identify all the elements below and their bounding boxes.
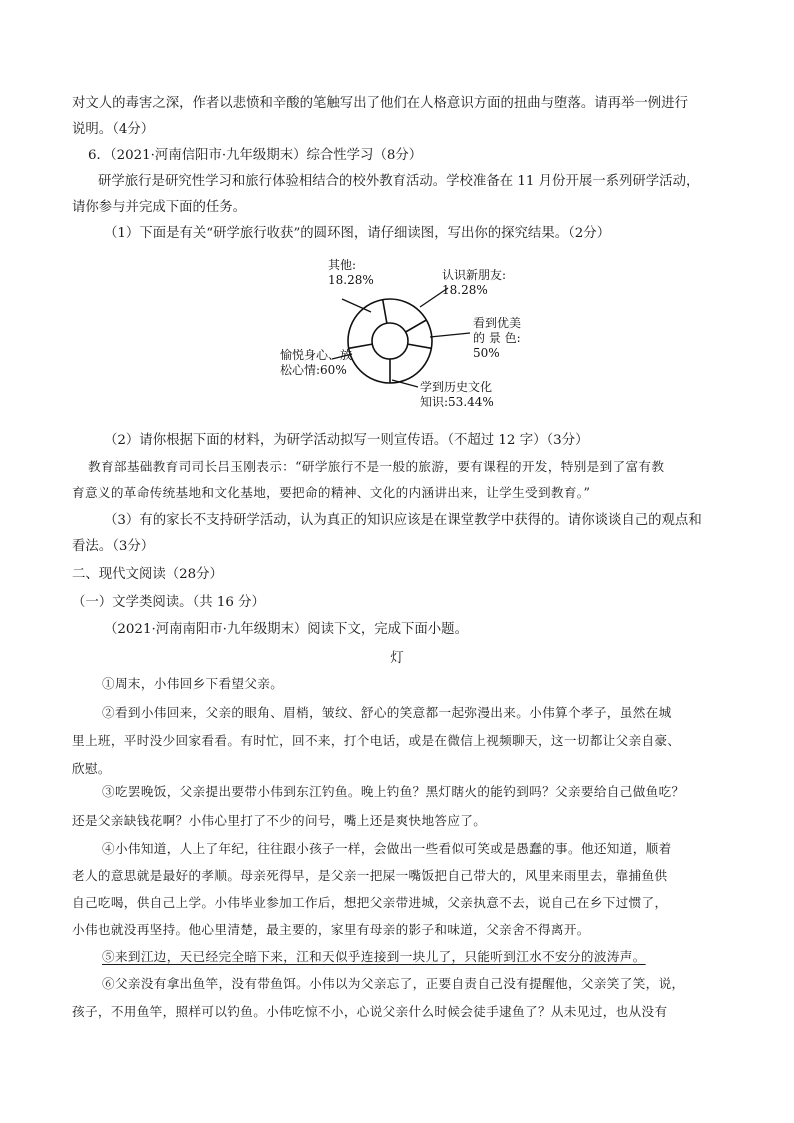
chart-label-line: 的 景 色:	[473, 331, 521, 345]
section-heading: 二、现代文阅读（28分）	[72, 567, 223, 582]
ring-divider	[383, 300, 387, 324]
passage-paragraph: 小伟也就没再坚持。他心里清楚，最主要的，家里有母亲的影子和味道，父亲舍不得离开。	[72, 922, 590, 937]
q6-task-3: 看法。（3分）	[72, 539, 155, 554]
chart-label-4	[420, 379, 494, 409]
q5-text-line: 说明。（4分）	[72, 122, 155, 137]
leader-lines	[332, 288, 470, 387]
ring-divider	[408, 344, 432, 348]
q6-material: 教育部基础教育司司长吕玉刚表示：“研学旅行不是一般的旅游，要有课程的开发，特别是到了富有教	[88, 459, 665, 474]
chart-label-line: 认识新朋友:	[442, 268, 507, 282]
q5-text-line: 对文人的毒害之深，作者以悲愤和辛酸的笔触写出了他们在人格意识方面的扭曲与堕落。请再举一例进行	[72, 96, 688, 111]
chart-label-1	[328, 257, 374, 287]
passage-paragraph: ①周末，小伟回乡下看望父亲。	[102, 676, 284, 691]
chart-label-line: 愉悦身心、放	[280, 348, 353, 362]
q6-task-2: （2）请你根据下面的材料，为研学活动拟写一则宣传语。（不超过 12 字）（3分）	[104, 433, 589, 448]
chart-label-line: 18.28%	[442, 283, 488, 297]
ring-shape	[348, 299, 432, 383]
chart-label-2	[442, 267, 506, 297]
chart-label-line: 其他:	[328, 258, 357, 272]
passage-paragraph: ③吃罢晚饭，父亲提出要带小伟到东江钓鱼。晚上钓鱼？黑灯瞎火的能钓到吗？父亲要给自己做鱼吃？	[102, 784, 685, 799]
leader-line	[430, 333, 470, 337]
ring-inner-circle	[372, 323, 408, 359]
passage-paragraph: 欣慰。	[72, 761, 111, 776]
passage-paragraph-underlined: ⑤来到江边，天已经完全暗下来，江和天似乎连接到一块儿了，只能听到江水不安分的波涛声。	[102, 949, 646, 964]
ring-divider	[406, 320, 427, 332]
passage-paragraph: 还是父亲缺钱花啊？小伟心里打了不少的问号，嘴上还是爽快地答应了。	[72, 813, 487, 828]
q6-intro: 请你参与并完成下面的任务。	[72, 200, 247, 215]
chart-label-line: 看到优美	[473, 316, 522, 330]
q6-intro: 研学旅行是研究性学习和旅行体验相结合的校外教育活动。学校准备在 11 月份开展一系列研学活动，	[98, 174, 700, 189]
chart-label-line: 松心情:60%	[280, 363, 347, 377]
passage-paragraph: 孩子，不用鱼竿，照样可以钓鱼。小伟吃惊不小，心说父亲什么时候会徒手逮鱼了？从未见过，也从没有	[72, 1004, 668, 1019]
passage-source: （2021·河南南阳市·九年级期末）阅读下文，完成下面小题。	[104, 622, 468, 637]
passage-paragraph: 里上班，平时没少回家看看。有时忙，回不来，打个电话，或是在微信上视频聊天，这一切都让父亲自豪、	[72, 733, 681, 748]
ring-chart	[270, 255, 522, 420]
passage-paragraph: ④小伟知道，人上了年纪，往往跟小孩子一样，会做出一些看似可笑或是愚蠢的事。他还知道，顺着	[102, 841, 672, 856]
passage-paragraph: ⑥父亲没有拿出鱼竿，没有带鱼饵。小伟以为父亲忘了，正要自责自己没有提醒他，父亲笑了笑，说，	[102, 976, 685, 991]
q6-heading: 6．（2021·河南信阳市·九年级期末）综合性学习（8分）	[88, 148, 423, 163]
passage-paragraph: ②看到小伟回来，父亲的眼角、眉梢，皱纹、舒心的笑意都一起弥漫出来。小伟算个孝子，虽然在城	[102, 705, 672, 720]
subsection-heading: （一）文学类阅读。（共 16 分）	[72, 595, 265, 610]
chart-label-5	[280, 347, 352, 377]
q6-task-1: （1）下面是有关“研学旅行收获”的圆环图，请仔细读图，写出你的探究结果。（2分）	[104, 226, 611, 241]
chart-labels	[280, 257, 521, 409]
chart-label-line: 50%	[473, 346, 500, 360]
ring-divider	[349, 344, 373, 348]
passage-paragraph: 老人的意思就是最好的孝顺。母亲死得早，是父亲一把屎一嘴饭把自己带大的，风里来雨里去，靠捕鱼供	[72, 868, 668, 883]
chart-label-line: 知识:53.44%	[420, 395, 494, 409]
q6-material: 育意义的革命传统基地和文化基地，要把命的精神、文化的内涵讲出来，让学生受到教育。”	[72, 485, 591, 500]
chart-label-line: 学到历史文化	[420, 380, 493, 394]
passage-title: 灯	[390, 651, 404, 666]
q6-task-3: （3）有的家长不支持研学活动，认为真正的知识应该是在课堂教学中获得的。请你谈谈自己的观点和	[104, 513, 702, 528]
chart-label-3	[473, 315, 521, 360]
passage-paragraph: 自己吃喝，供自己上学。小伟毕业参加工作后，想把父亲带进城，父亲执意不去，说自己在乡下过惯了，	[72, 895, 668, 910]
chart-label-line: 18.28%	[328, 273, 374, 287]
